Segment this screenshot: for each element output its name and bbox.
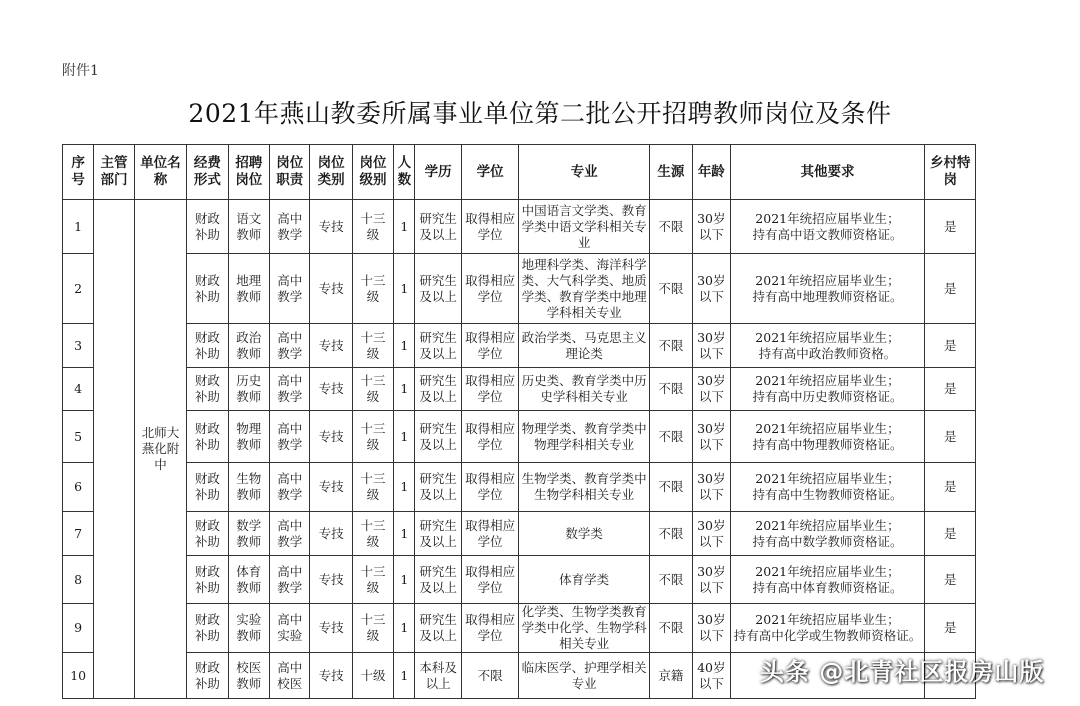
level-cell: 十三级 [352, 200, 393, 254]
requirements-cell: 2021年统招应届毕业生； 持有高中生物教师资格证。 [730, 463, 925, 512]
duty-cell: 高中教学 [270, 200, 310, 254]
recruitment-table [62, 144, 976, 699]
major-cell: 数学类 [519, 512, 649, 556]
duty-cell: 高中教学 [270, 463, 310, 512]
post-cell: 体育教师 [228, 556, 269, 604]
duty-cell: 高中教学 [270, 324, 310, 368]
count-cell: 1 [394, 324, 415, 368]
degree-cell: 取得相应学位 [461, 200, 519, 254]
row-number-cell: 1 [63, 200, 94, 254]
category-cell: 专技 [310, 512, 352, 556]
age-cell: 30岁以下 [693, 463, 730, 512]
row-number-cell: 7 [63, 512, 94, 556]
funding-cell: 财政补助 [187, 368, 228, 411]
table-row [63, 200, 976, 254]
level-cell: 十三级 [352, 324, 393, 368]
age-cell: 40岁以下 [693, 653, 730, 699]
age-cell: 30岁以下 [693, 411, 730, 463]
table-row [63, 556, 976, 604]
education-cell: 研究生及以上 [415, 324, 461, 368]
age-cell: 30岁以下 [693, 512, 730, 556]
origin-cell: 不限 [649, 556, 692, 604]
duty-cell: 高中教学 [270, 254, 310, 324]
table-row [63, 254, 976, 324]
duty-cell: 高中教学 [270, 411, 310, 463]
column-header: 序号 [63, 145, 94, 200]
department-cell [94, 200, 134, 699]
major-cell: 体育学类 [519, 556, 649, 604]
rural-cell: 是 [925, 200, 976, 254]
row-number-cell: 10 [63, 653, 94, 699]
education-cell: 研究生及以上 [415, 411, 461, 463]
degree-cell: 取得相应学位 [461, 411, 519, 463]
level-cell: 十三级 [352, 556, 393, 604]
age-cell: 30岁以下 [693, 556, 730, 604]
education-cell: 研究生及以上 [415, 463, 461, 512]
row-number-cell: 9 [63, 604, 94, 653]
attachment-label: 附件1 [62, 63, 99, 79]
post-cell: 政治教师 [228, 324, 269, 368]
degree-cell: 取得相应学位 [461, 512, 519, 556]
degree-cell: 取得相应学位 [461, 556, 519, 604]
degree-cell: 取得相应学位 [461, 324, 519, 368]
funding-cell: 财政补助 [187, 411, 228, 463]
column-header: 招聘岗位 [228, 145, 269, 200]
funding-cell: 财政补助 [187, 512, 228, 556]
column-header: 岗位级别 [352, 145, 393, 200]
category-cell: 专技 [310, 604, 352, 653]
duty-cell: 高中校医 [270, 653, 310, 699]
rural-cell: 是 [925, 254, 976, 324]
requirements-cell: 2021年统招应届毕业生； 持有高中政治教师资格。 [730, 324, 925, 368]
column-header: 学位 [461, 145, 519, 200]
post-cell: 物理教师 [228, 411, 269, 463]
column-header: 乡村特岗 [925, 145, 976, 200]
category-cell: 专技 [310, 254, 352, 324]
major-cell: 化学类、生物学类教育学类中化学、生物学科相关专业 [519, 604, 649, 653]
origin-cell: 不限 [649, 368, 692, 411]
age-cell: 30岁以下 [693, 604, 730, 653]
funding-cell: 财政补助 [187, 556, 228, 604]
row-number-cell: 6 [63, 463, 94, 512]
rural-cell: 是 [925, 512, 976, 556]
degree-cell: 取得相应学位 [461, 254, 519, 324]
column-header: 生源 [649, 145, 692, 200]
count-cell: 1 [394, 604, 415, 653]
category-cell: 专技 [310, 324, 352, 368]
education-cell: 研究生及以上 [415, 604, 461, 653]
post-cell: 生物教师 [228, 463, 269, 512]
category-cell: 专技 [310, 411, 352, 463]
row-number-cell: 3 [63, 324, 94, 368]
column-header: 人数 [394, 145, 415, 200]
origin-cell: 不限 [649, 411, 692, 463]
major-cell: 历史类、教育学类中历史学科相关专业 [519, 368, 649, 411]
count-cell: 1 [394, 512, 415, 556]
column-header: 其他要求 [730, 145, 925, 200]
count-cell: 1 [394, 254, 415, 324]
origin-cell: 不限 [649, 463, 692, 512]
column-header: 单位名称 [134, 145, 187, 200]
document-title: 2021年燕山教委所属事业单位第二批公开招聘教师岗位及条件 [188, 99, 892, 128]
post-cell: 实验教师 [228, 604, 269, 653]
education-cell: 研究生及以上 [415, 200, 461, 254]
level-cell: 十三级 [352, 411, 393, 463]
watermark: 头条 @北青社区报房山版 [760, 658, 1045, 686]
major-cell: 物理学类、教育学类中物理学科相关专业 [519, 411, 649, 463]
table-row [63, 512, 976, 556]
level-cell: 十三级 [352, 368, 393, 411]
post-cell: 校医教师 [228, 653, 269, 699]
age-cell: 30岁以下 [693, 200, 730, 254]
education-cell: 研究生及以上 [415, 556, 461, 604]
table-row [63, 604, 976, 653]
funding-cell: 财政补助 [187, 653, 228, 699]
funding-cell: 财政补助 [187, 463, 228, 512]
category-cell: 专技 [310, 368, 352, 411]
rural-cell: 是 [925, 368, 976, 411]
column-header: 年龄 [693, 145, 730, 200]
row-number-cell: 4 [63, 368, 94, 411]
header-row [63, 145, 976, 200]
major-cell: 临床医学、护理学相关专业 [519, 653, 649, 699]
degree-cell: 取得相应学位 [461, 604, 519, 653]
post-cell: 数学教师 [228, 512, 269, 556]
column-header: 经费形式 [187, 145, 228, 200]
duty-cell: 高中教学 [270, 556, 310, 604]
funding-cell: 财政补助 [187, 324, 228, 368]
level-cell: 十级 [352, 653, 393, 699]
count-cell: 1 [394, 368, 415, 411]
category-cell: 专技 [310, 463, 352, 512]
education-cell: 本科及以上 [415, 653, 461, 699]
education-cell: 研究生及以上 [415, 254, 461, 324]
row-number-cell: 8 [63, 556, 94, 604]
count-cell: 1 [394, 556, 415, 604]
column-header: 岗位类别 [310, 145, 352, 200]
origin-cell: 不限 [649, 512, 692, 556]
age-cell: 30岁以下 [693, 324, 730, 368]
unit-name-cell: 北师大燕化附中 [134, 200, 187, 699]
duty-cell: 高中教学 [270, 368, 310, 411]
post-cell: 历史教师 [228, 368, 269, 411]
count-cell: 1 [394, 200, 415, 254]
post-cell: 地理教师 [228, 254, 269, 324]
requirements-cell: 2021年统招应届毕业生； 持有高中物理教师资格证。 [730, 411, 925, 463]
count-cell: 1 [394, 653, 415, 699]
duty-cell: 高中实验 [270, 604, 310, 653]
count-cell: 1 [394, 411, 415, 463]
education-cell: 研究生及以上 [415, 368, 461, 411]
funding-cell: 财政补助 [187, 254, 228, 324]
origin-cell: 不限 [649, 200, 692, 254]
level-cell: 十三级 [352, 463, 393, 512]
column-header: 主管部门 [94, 145, 134, 200]
rural-cell: 是 [925, 463, 976, 512]
funding-cell: 财政补助 [187, 604, 228, 653]
level-cell: 十三级 [352, 254, 393, 324]
degree-cell: 不限 [461, 653, 519, 699]
degree-cell: 取得相应学位 [461, 463, 519, 512]
requirements-cell: 2021年统招应届毕业生； 持有高中体育教师资格证。 [730, 556, 925, 604]
column-header: 岗位职责 [270, 145, 310, 200]
degree-cell: 取得相应学位 [461, 368, 519, 411]
rural-cell: 是 [925, 411, 976, 463]
origin-cell: 不限 [649, 254, 692, 324]
rural-cell: 是 [925, 324, 976, 368]
column-header: 专业 [519, 145, 649, 200]
column-header: 学历 [415, 145, 461, 200]
requirements-cell: 2021年统招应届毕业生； 持有高中数学教师资格证。 [730, 512, 925, 556]
table-row [63, 324, 976, 368]
funding-cell: 财政补助 [187, 200, 228, 254]
origin-cell: 京籍 [649, 653, 692, 699]
age-cell: 30岁以下 [693, 368, 730, 411]
age-cell: 30岁以下 [693, 254, 730, 324]
rural-cell: 是 [925, 556, 976, 604]
category-cell: 专技 [310, 556, 352, 604]
row-number-cell: 5 [63, 411, 94, 463]
requirements-cell: 2021年统招应届毕业生； 持有高中历史教师资格证。 [730, 368, 925, 411]
major-cell: 政治学类、马克思主义理论类 [519, 324, 649, 368]
major-cell: 生物学类、教育学类中生物学科相关专业 [519, 463, 649, 512]
duty-cell: 高中教学 [270, 512, 310, 556]
education-cell: 研究生及以上 [415, 512, 461, 556]
requirements-cell: 2021年统招应届毕业生； 持有高中语文教师资格证。 [730, 200, 925, 254]
level-cell: 十三级 [352, 604, 393, 653]
major-cell: 地理科学类、海洋科学类、大气科学类、地质学类、教育学类中地理学科相关专业 [519, 254, 649, 324]
row-number-cell: 2 [63, 254, 94, 324]
count-cell: 1 [394, 463, 415, 512]
rural-cell: 是 [925, 604, 976, 653]
category-cell: 专技 [310, 653, 352, 699]
table-row [63, 463, 976, 512]
level-cell: 十三级 [352, 512, 393, 556]
requirements-cell: 2021年统招应届毕业生； 持有高中化学或生物教师资格证。 [730, 604, 925, 653]
requirements-cell: 2021年统招应届毕业生； 持有高中地理教师资格证。 [730, 254, 925, 324]
post-cell: 语文教师 [228, 200, 269, 254]
origin-cell: 不限 [649, 324, 692, 368]
category-cell: 专技 [310, 200, 352, 254]
table-row [63, 368, 976, 411]
origin-cell: 不限 [649, 604, 692, 653]
major-cell: 中国语言文学类、教育学类中语文学科相关专业 [519, 200, 649, 254]
table-row [63, 411, 976, 463]
